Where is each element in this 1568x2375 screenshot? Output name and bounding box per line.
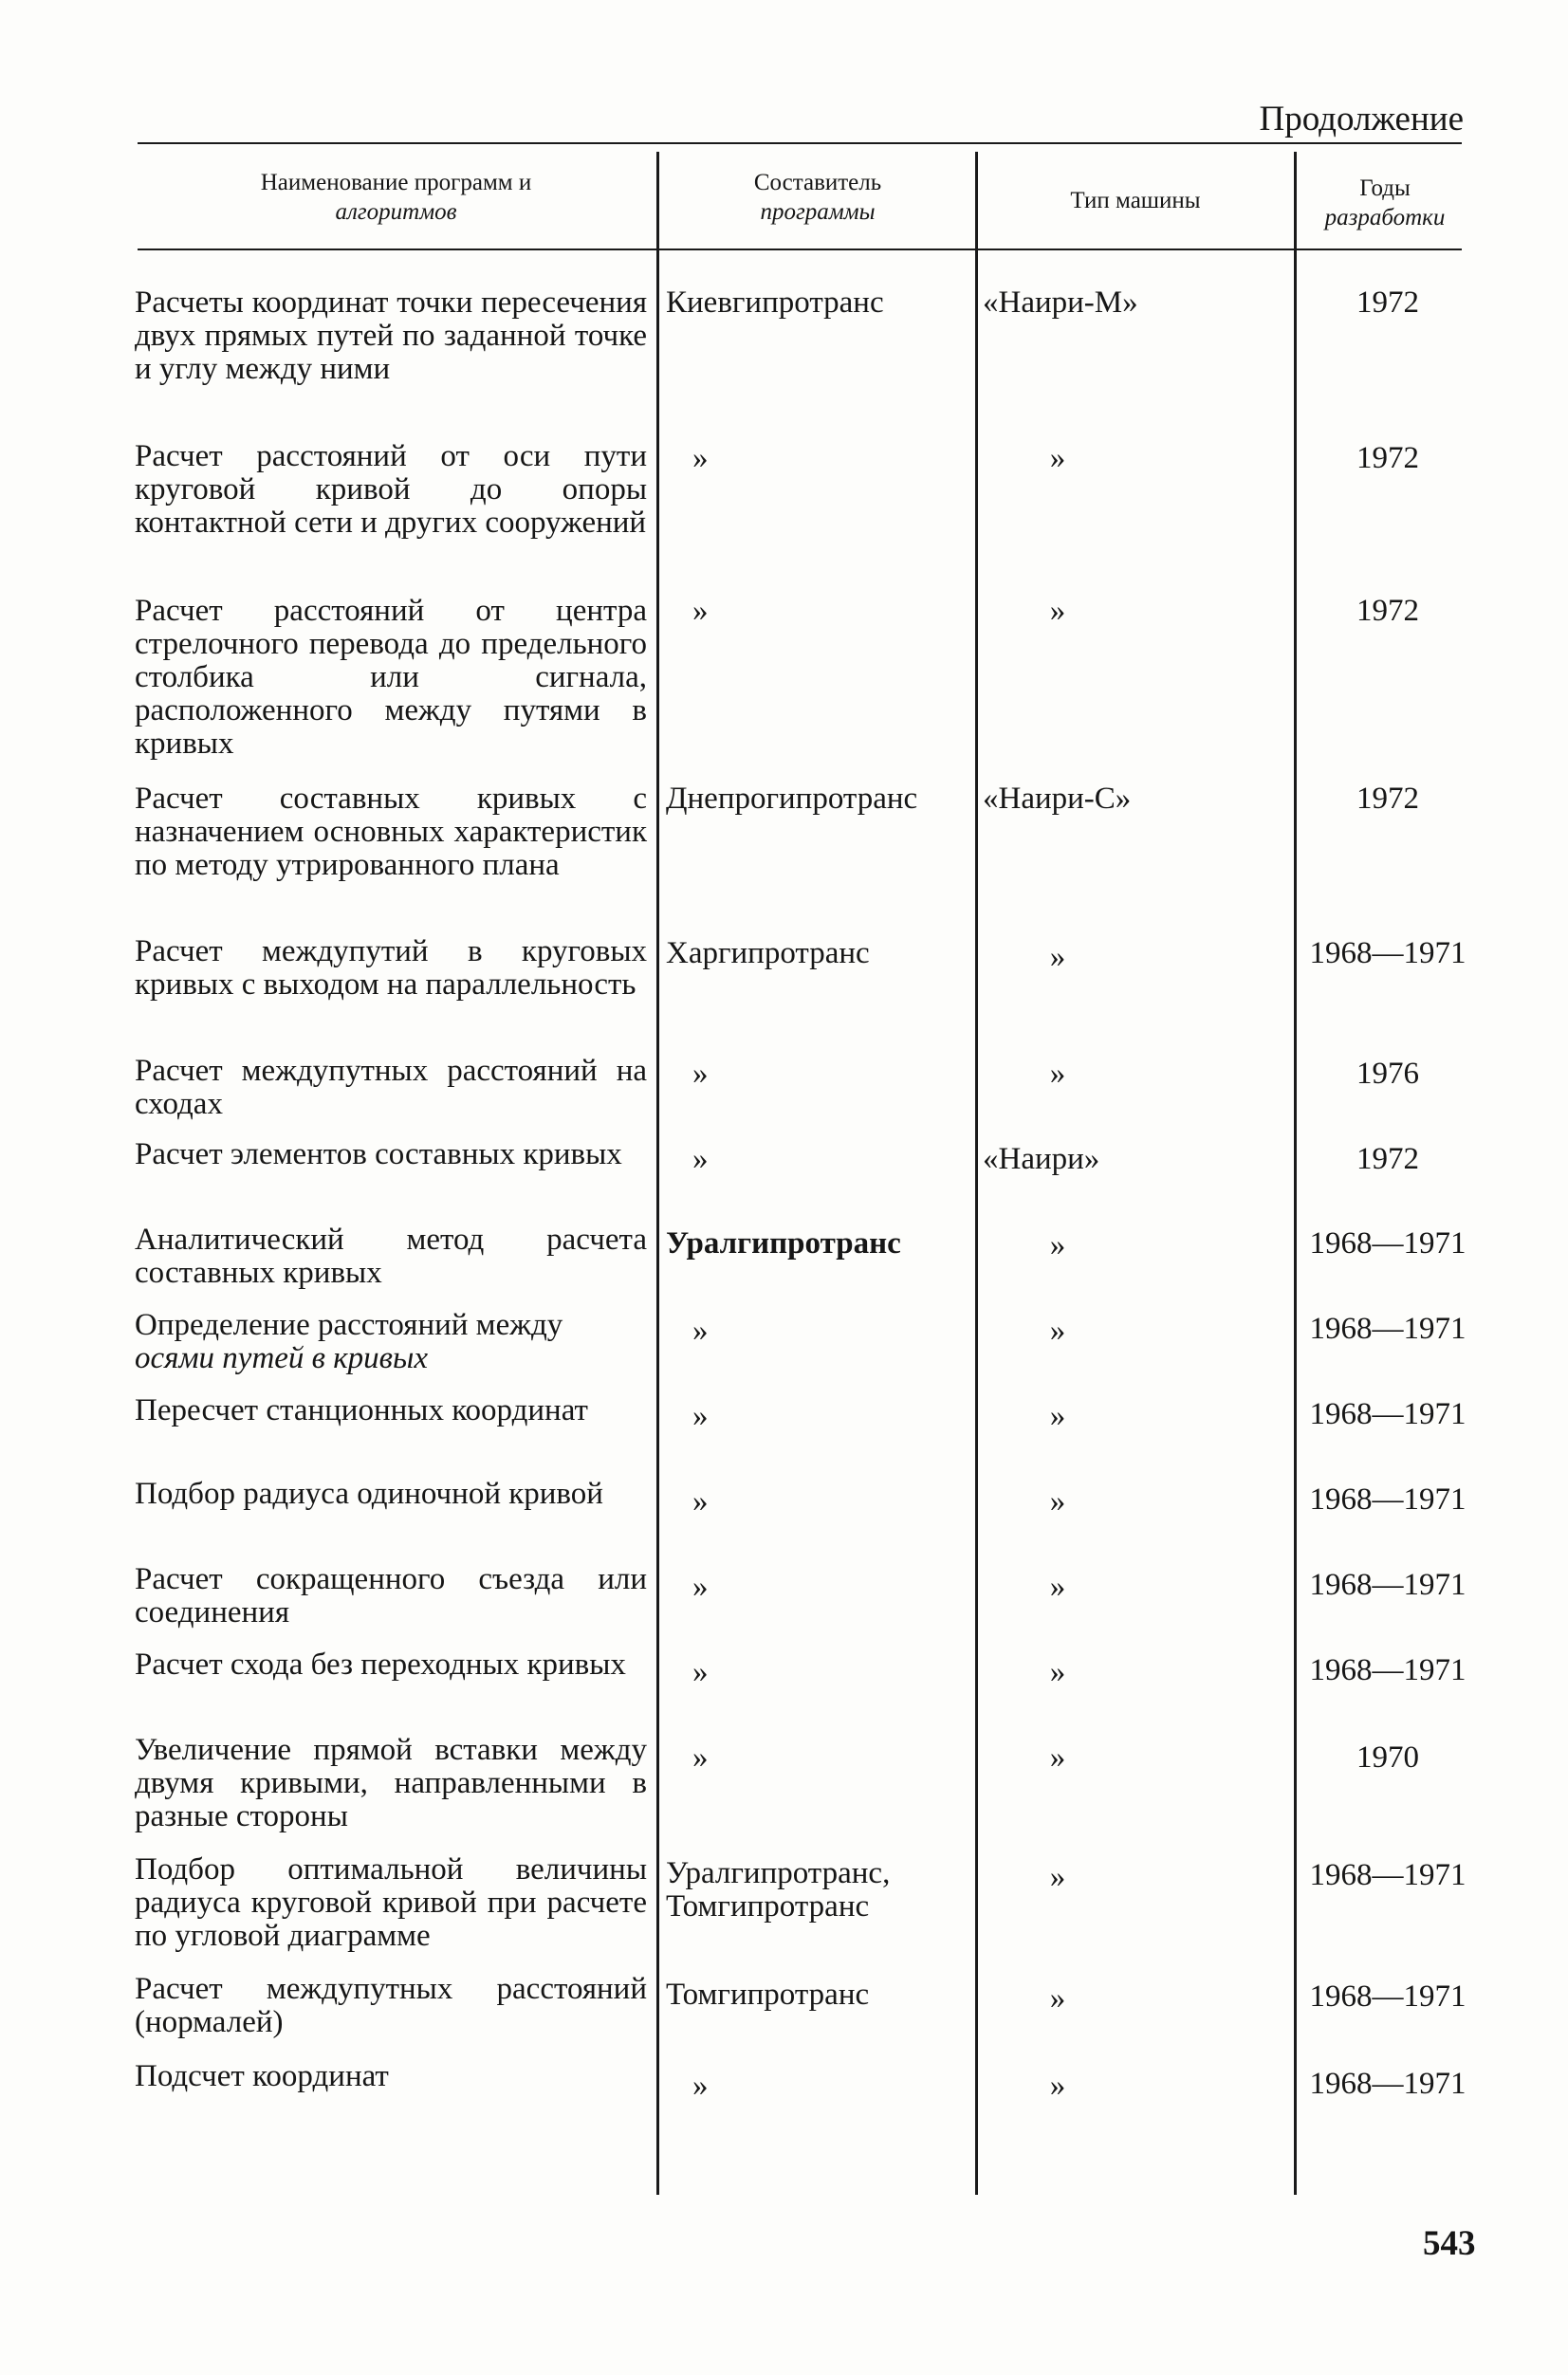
row-author: » [692,1655,709,1689]
header-col-author-line2: программы [760,199,876,225]
header-col-author-line1: Составитель [753,170,882,195]
row-years: 1972 [1356,594,1419,628]
row-author: Днепрогипротранс [666,782,918,816]
row-name: Расчет междупутных расстояний на сходах [135,1054,647,1121]
header-col-years [1297,174,1473,232]
row-author: Уралгипротранс [666,1226,901,1261]
row-machine: » [1049,1314,1066,1348]
row-years: 1970 [1356,1740,1419,1775]
row-years: 1972 [1356,441,1419,475]
row-name: Расчет расстояний от центра стрелочного перевода до предельного столбика или сигнала, расположенного между путями в кривых [135,594,647,761]
row-machine: » [1049,1860,1066,1894]
row-author: » [692,1740,709,1775]
row-years: 1972 [1356,1142,1419,1176]
row-author: » [692,1314,709,1348]
row-years: 1968—1971 [1309,936,1467,970]
row-name: Расчеты координат точки пересечения двух прямых путей по заданной точке и углу между ними [135,285,647,386]
row-author: » [692,441,709,475]
row-author: » [692,1399,709,1433]
table-top-rule [138,142,1462,144]
column-divider-3 [1294,152,1297,2195]
row-author: » [692,1484,709,1519]
row-author: » [692,1570,709,1604]
row-name: Расчет сокращенного съезда или соединения [135,1562,647,1629]
row-name: Пересчет станционных координат [135,1393,588,1427]
row-years: 1972 [1356,285,1419,320]
row-machine: » [1049,2069,1066,2103]
header-col-name [138,168,655,227]
header-col-machine: Тип машины [1070,188,1201,213]
row-author: Харгипротранс [666,936,870,970]
row-machine: » [1049,1399,1066,1433]
row-years: 1968—1971 [1309,1858,1467,1892]
row-author-line1: Уралгипротранс, [666,1856,891,1890]
row-machine: » [1049,1655,1066,1689]
row-name: Расчет междупутий в круговых кривых с выходом на параллельность [135,934,647,1002]
row-machine: «Наири-С» [983,782,1132,816]
row-author: » [692,1142,709,1176]
header-col-name-line2: алгоритмов [335,199,457,225]
row-author: » [692,1057,709,1091]
row-name: Подбор радиуса одиночной кривой [135,1477,603,1511]
row-name: Увеличение прямой вставки между двумя кривыми, направленными в разные стороны [135,1733,647,1833]
row-name: Подбор оптимальной величины радиуса круговой кривой при расчете по угловой диаграмме [135,1852,647,1953]
row-years: 1968—1971 [1309,1226,1467,1261]
row-name: Аналитический метод расчета составных кривых [135,1223,647,1290]
row-name: Расчет междупутных расстояний (нормалей) [135,1972,647,2039]
row-name: Подсчет координат [135,2059,389,2093]
row-years: 1968—1971 [1309,1397,1467,1431]
row-name: Расчет расстояний от оси пути круговой кривой до опоры контактной сети и других сооружений [135,439,647,540]
row-name: Расчет составных кривых с назначением основных характеристик по методу утрированного плана [135,782,647,882]
row-name-line2: осями путей в кривых [135,1341,429,1375]
row-machine: » [1049,1484,1066,1519]
row-years: 1968—1971 [1309,1979,1467,2014]
row-years: 1972 [1356,782,1419,816]
continuation-label: Продолжение [1259,100,1464,138]
row-machine: » [1049,1570,1066,1604]
row-machine: » [1049,594,1066,628]
page-number: 543 [1423,2224,1476,2263]
row-name: Расчет элементов составных кривых [135,1137,622,1171]
row-author: Томгипротранс [666,1978,870,2012]
row-author: » [692,2069,709,2103]
row-years: 1968—1971 [1309,1482,1467,1517]
row-machine: » [1049,940,1066,974]
header-col-author [661,168,974,227]
header-col-years-line1: Годы [1359,175,1411,201]
row-years: 1968—1971 [1309,2067,1467,2101]
row-name [135,1309,647,1375]
row-author-line2: Томгипротранс [666,1889,870,1924]
header-col-years-line2: разработки [1324,205,1446,230]
row-author: Киевгипротранс [666,285,884,320]
column-divider-1 [656,152,659,2195]
row-machine: «Наири-М» [983,285,1138,320]
row-years: 1968—1971 [1309,1568,1467,1602]
header-bottom-rule [138,249,1462,250]
row-machine: «Наири» [983,1142,1100,1176]
row-years: 1976 [1356,1057,1419,1091]
row-author [666,1857,890,1924]
row-machine: » [1049,1057,1066,1091]
row-machine: » [1049,1981,1066,2016]
row-author: » [692,594,709,628]
header-col-name-line1: Наименование программ и [260,170,532,195]
row-years: 1968—1971 [1309,1653,1467,1687]
row-years: 1968—1971 [1309,1312,1467,1346]
row-machine: » [1049,1740,1066,1775]
column-divider-2 [975,152,978,2195]
row-machine: » [1049,1228,1066,1262]
row-name-line1: Определение расстояний между [135,1308,563,1342]
row-name: Расчет схода без переходных кривых [135,1648,626,1682]
row-machine: » [1049,441,1066,475]
